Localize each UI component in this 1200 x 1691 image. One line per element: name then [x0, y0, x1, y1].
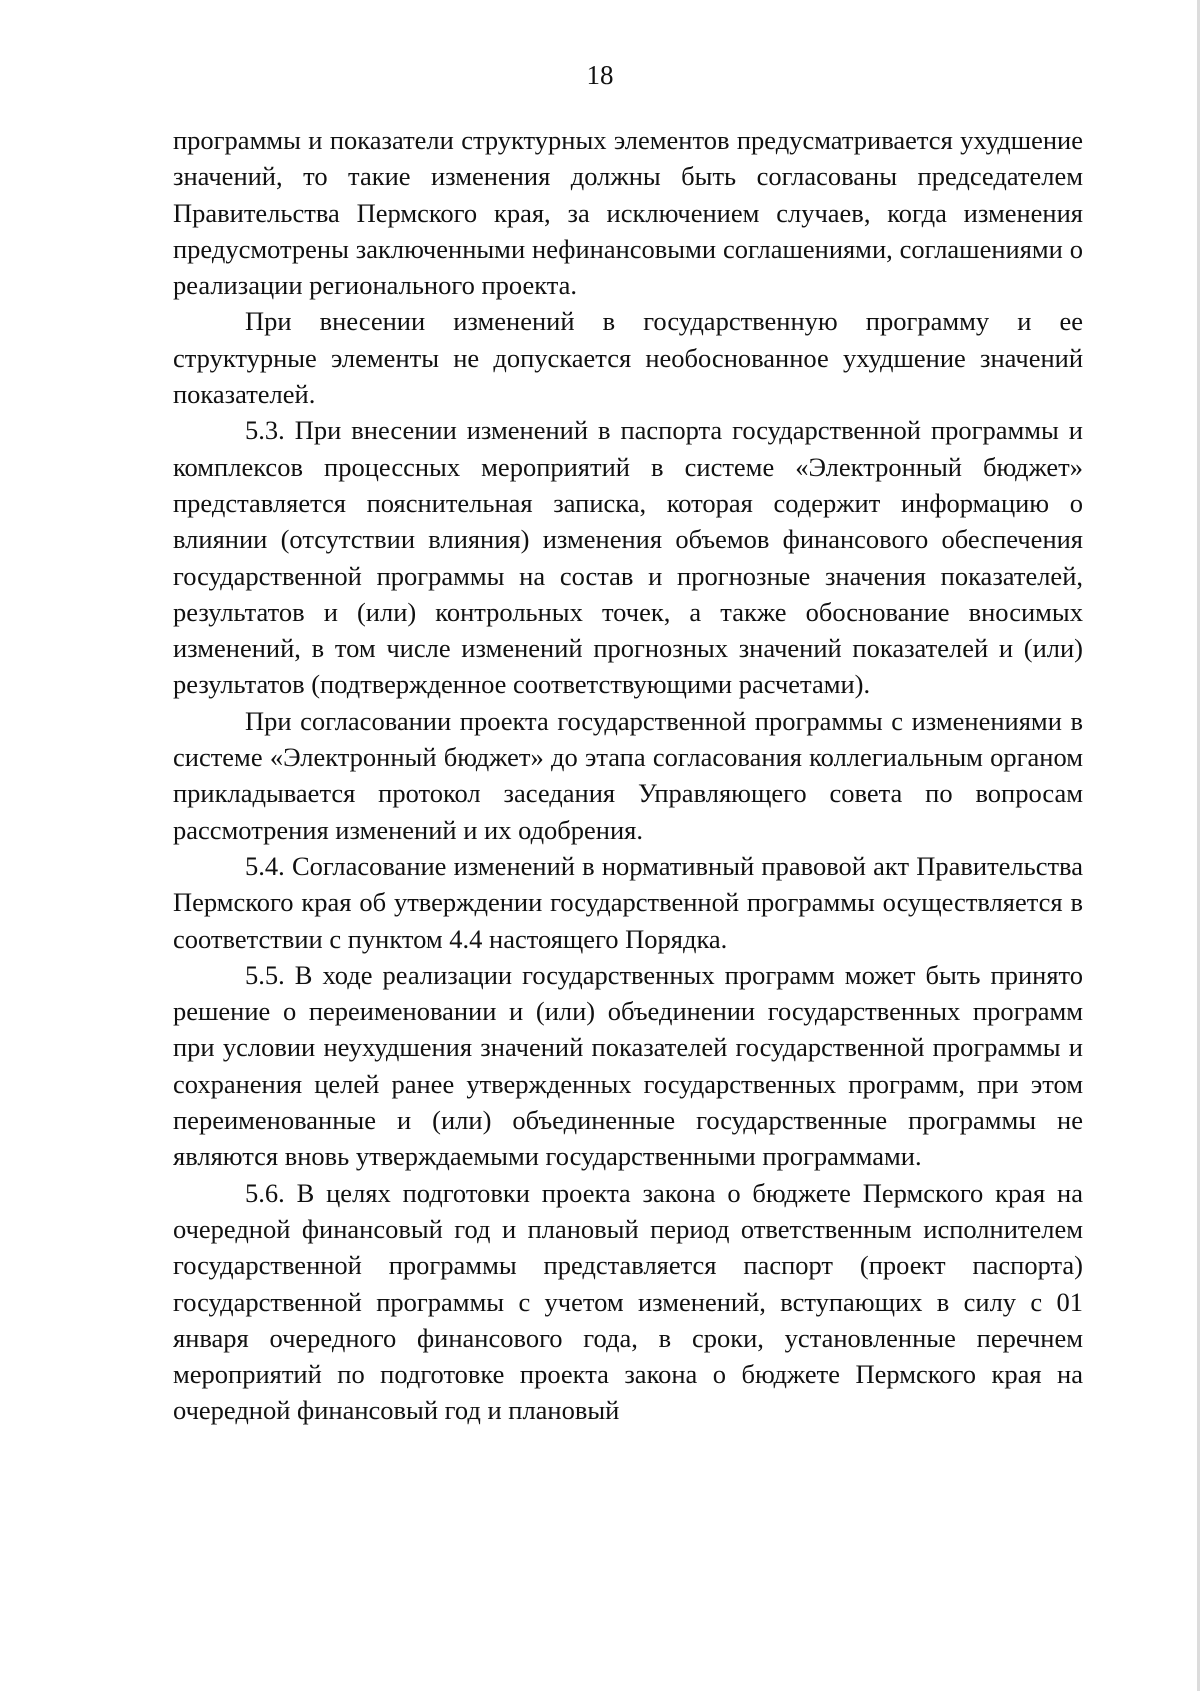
paragraph-no-worsening: При внесении изменений в государственную программу и ее структурные элементы не допускается необоснованное ухудшение значений показателей. — [173, 306, 1083, 410]
document-body — [173, 122, 1083, 1429]
page-number: 18 — [586, 60, 614, 90]
paragraph-continuation: программы и показатели структурных элементов предусматривается ухудшение значений, то такие изменения должны быть согласованы председателем Правительства Пермского края, за исключением случаев, когда изменения предусмотрены заключенными нефинансовыми соглашениями, соглашениями о реализации регионального проекта. — [173, 125, 1083, 301]
paragraph-5-4: 5.4. Согласование изменений в нормативный правовой акт Правительства Пермского края об утверждении государственной программы осуществляется в соответствии с пунктом 4.4 настоящего Порядка. — [173, 850, 1083, 954]
paragraph-5-6: 5.6. В целях подготовки проекта закона о бюджете Пермского края на очередной финансовый год и плановый период ответственным исполнителем государственной программы представляется паспорт (проект паспорта) государственной программы с учетом изменений, вступающих в силу с 01 января очередного финансового года, в сроки, установленные перечнем мероприятий по подготовке проекта закона о бюджете Пермского края на очередной финансовый год и плановый — [173, 1177, 1083, 1426]
paragraph-approval-protocol: При согласовании проекта государственной программы с изменениями в системе «Электронный бюджет» до этапа согласования коллегиальным органом прикладывается протокол заседания Управляющего совета по вопросам рассмотрения изменений и их одобрения. — [173, 705, 1083, 845]
paragraph-5-3: 5.3. При внесении изменений в паспорта государственной программы и комплексов процессных мероприятий в системе «Электронный бюджет» представляется пояснительная записка, которая содержит информацию о влиянии (отсутствии влияния) изменения объемов финансового обеспечения государственной программы на состав и прогнозные значения показателей, результатов и (или) контрольных точек, а также обоснование вносимых изменений, в том числе изменений прогнозных значений показателей и (или) результатов (подтвержденное соответствующими расчетами). — [173, 415, 1083, 700]
paragraph-5-5: 5.5. В ходе реализации государственных программ может быть принято решение о переименовании и (или) объединении государственных программ при условии неухудшения значений показателей государственной программы и сохранения целей ранее утвержденных государственных программ, при этом переименованные и (или) объединенные государственные программы не являются вновь утверждаемыми государственными программами. — [173, 959, 1083, 1172]
